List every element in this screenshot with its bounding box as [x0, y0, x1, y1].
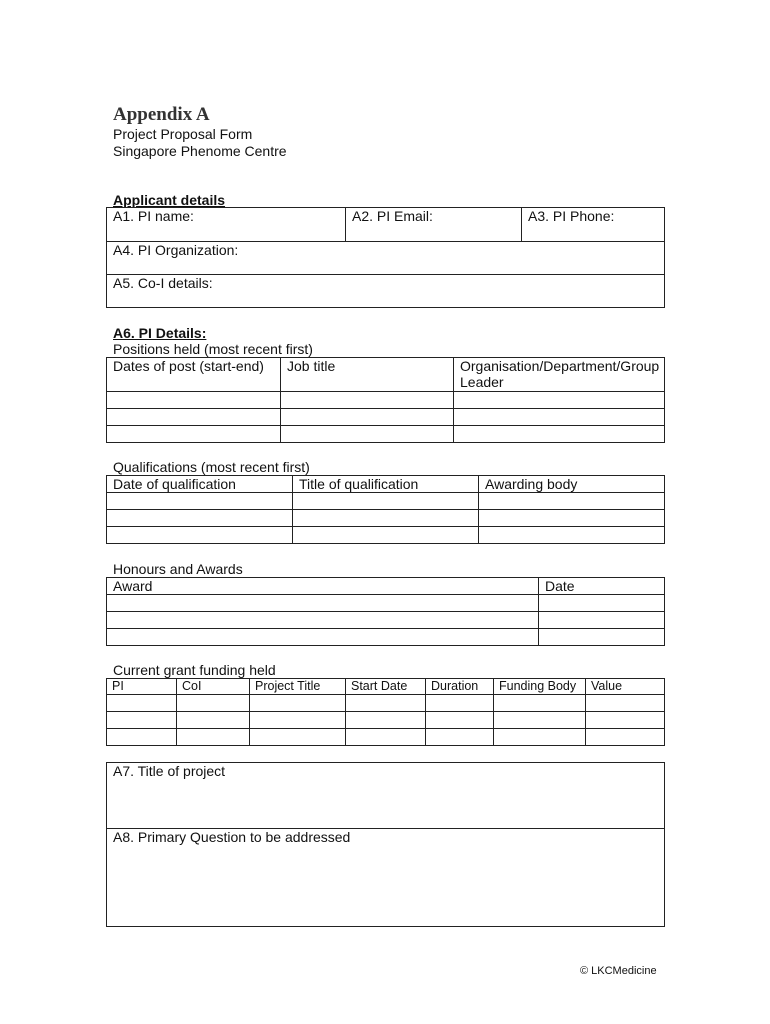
table-cell[interactable] — [426, 695, 494, 712]
table-cell[interactable] — [494, 729, 586, 746]
applicant-details-table — [106, 207, 665, 308]
project-table — [106, 762, 665, 927]
positions-header-dates: Dates of post (start-end) — [107, 358, 281, 392]
table-cell[interactable] — [494, 695, 586, 712]
table-cell[interactable] — [177, 712, 250, 729]
table-cell[interactable] — [250, 695, 346, 712]
positions-table — [106, 357, 665, 443]
table-cell[interactable] — [454, 426, 665, 443]
table-cell[interactable] — [293, 510, 479, 527]
table-cell[interactable] — [539, 629, 665, 646]
table-cell[interactable] — [281, 392, 454, 409]
pi-details-heading: A6. PI Details: — [113, 325, 207, 341]
pi-email-field[interactable]: A2. PI Email: — [346, 208, 522, 242]
table-cell[interactable] — [250, 729, 346, 746]
table-cell[interactable] — [107, 392, 281, 409]
qualifications-table — [106, 475, 665, 544]
copyright-footer: © LKCMedicine — [580, 965, 657, 977]
table-cell[interactable] — [539, 595, 665, 612]
table-cell[interactable] — [107, 695, 177, 712]
table-cell[interactable] — [479, 493, 665, 510]
honours-caption: Honours and Awards — [113, 561, 243, 577]
table-cell[interactable] — [177, 729, 250, 746]
table-cell[interactable] — [586, 695, 665, 712]
grants-header-value: Value — [586, 679, 665, 695]
table-cell[interactable] — [586, 712, 665, 729]
grants-header-project-title: Project Title — [250, 679, 346, 695]
table-cell[interactable] — [293, 527, 479, 544]
table-cell[interactable] — [426, 712, 494, 729]
pi-organization-field[interactable]: A4. PI Organization: — [107, 242, 665, 275]
table-cell[interactable] — [107, 426, 281, 443]
table-cell[interactable] — [539, 612, 665, 629]
table-cell[interactable] — [281, 426, 454, 443]
co-i-details-field[interactable]: A5. Co-I details: — [107, 275, 665, 308]
table-cell[interactable] — [107, 527, 293, 544]
pi-name-field[interactable]: A1. PI name: — [107, 208, 346, 242]
grants-header-start-date: Start Date — [346, 679, 426, 695]
grants-header-pi: PI — [107, 679, 177, 695]
project-title-field[interactable]: A7. Title of project — [107, 763, 665, 829]
grants-header-duration: Duration — [426, 679, 494, 695]
qualifications-header-date: Date of qualification — [107, 476, 293, 493]
page-title: Appendix A — [113, 104, 210, 125]
table-cell[interactable] — [426, 729, 494, 746]
primary-question-field[interactable]: A8. Primary Question to be addressed — [107, 829, 665, 927]
table-cell[interactable] — [346, 695, 426, 712]
organization-name: Singapore Phenome Centre — [113, 143, 287, 159]
table-cell[interactable] — [107, 493, 293, 510]
table-cell[interactable] — [107, 729, 177, 746]
applicant-details-heading: Applicant details — [113, 192, 226, 208]
positions-header-organisation: Organisation/Department/Group Leader — [454, 358, 665, 392]
table-cell[interactable] — [494, 712, 586, 729]
table-cell[interactable] — [586, 729, 665, 746]
grants-header-coi: CoI — [177, 679, 250, 695]
grants-header-funding-body: Funding Body — [494, 679, 586, 695]
table-cell[interactable] — [454, 409, 665, 426]
table-cell[interactable] — [107, 510, 293, 527]
table-cell[interactable] — [346, 712, 426, 729]
honours-header-award: Award — [107, 578, 539, 595]
table-cell[interactable] — [107, 712, 177, 729]
honours-table — [106, 577, 665, 646]
qualifications-header-awarding-body: Awarding body — [479, 476, 665, 493]
table-cell[interactable] — [479, 510, 665, 527]
grants-table — [106, 678, 665, 746]
grants-caption: Current grant funding held — [113, 662, 276, 678]
table-cell[interactable] — [346, 729, 426, 746]
table-cell[interactable] — [107, 595, 539, 612]
table-cell[interactable] — [177, 695, 250, 712]
positions-header-job-title: Job title — [281, 358, 454, 392]
table-cell[interactable] — [107, 409, 281, 426]
qualifications-header-title: Title of qualification — [293, 476, 479, 493]
honours-header-date: Date — [539, 578, 665, 595]
table-cell[interactable] — [281, 409, 454, 426]
table-cell[interactable] — [107, 612, 539, 629]
qualifications-caption: Qualifications (most recent first) — [113, 459, 310, 475]
table-cell[interactable] — [479, 527, 665, 544]
table-cell[interactable] — [293, 493, 479, 510]
pi-phone-field[interactable]: A3. PI Phone: — [522, 208, 665, 242]
table-cell[interactable] — [107, 629, 539, 646]
table-cell[interactable] — [250, 712, 346, 729]
form-name: Project Proposal Form — [113, 126, 253, 142]
positions-caption: Positions held (most recent first) — [113, 341, 313, 357]
table-cell[interactable] — [454, 392, 665, 409]
